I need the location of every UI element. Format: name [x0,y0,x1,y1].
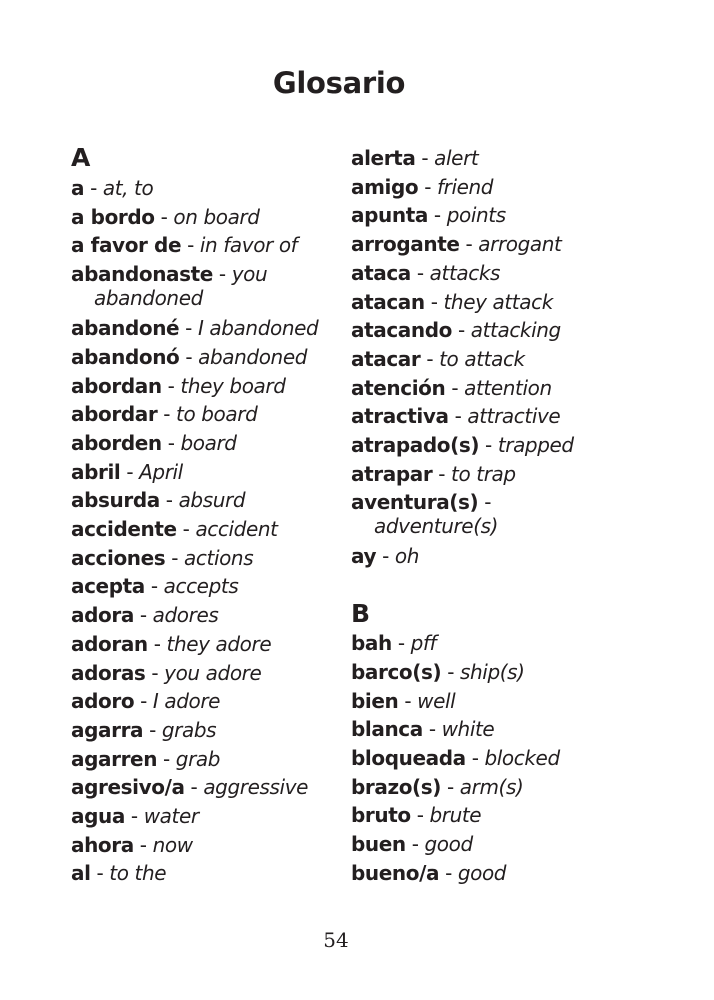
glossary-entry [71,203,339,232]
glossary-entry [351,542,651,571]
glossary-entry [351,658,651,687]
entry-separator: - [176,517,196,542]
entry-term: bah [351,631,392,656]
entry-term: buen [351,832,406,857]
entry-definition: attention [464,375,552,400]
entry-separator: - [445,375,465,400]
entry-definition: blocked [484,745,560,770]
entry-definition: friend [436,174,494,199]
entry-separator: - [161,430,181,455]
entry-definition: they board [180,373,286,398]
entry-definition: April [139,459,183,484]
section-letter-a: A [71,143,91,172]
entry-term: blanca [351,717,423,742]
glossary-column-right [351,144,651,887]
glossary-entry [71,601,339,630]
entry-separator: - [154,204,174,229]
glossary-entry [351,431,651,460]
entry-term: bien [351,688,399,713]
entry-definition: grab [175,746,221,771]
glossary-entry [351,374,651,403]
glossary-entry [351,490,651,538]
entry-definition: accepts [163,574,239,599]
entry-definition: to trap [451,461,516,486]
entry-term: agresivo/a [71,775,185,800]
entry-term: abril [71,459,121,484]
entry-separator: - [415,146,435,170]
entry-term: aborden [71,430,162,455]
entry-term: agua [71,804,125,829]
entry-definition: white [441,717,495,742]
entry-definition: arrogant [478,232,562,257]
entry-term: bueno/a [351,860,440,885]
entry-separator: - [157,402,177,427]
entry-definition: well [417,688,456,713]
glossary-entry [351,345,651,374]
entry-term: barco(s) [351,659,442,684]
entry-definition: pff [410,631,437,656]
entry-separator: - [459,232,479,257]
entry-separator: - [418,174,437,199]
entry-term: a [71,176,85,200]
entry-definition-continued: adventure(s) [374,514,499,539]
glossary-entry [351,715,651,744]
entry-term: abandonó [71,344,180,369]
glossary-entry [71,515,339,544]
entry-definition: good [424,832,473,857]
entry-separator: - [448,404,468,429]
entry-definition: abandoned [198,344,308,369]
entry-definition: now [152,832,193,857]
entry-term: atacar [351,346,421,371]
entry-separator: - [179,316,198,341]
glossary-entry [351,201,651,230]
entry-separator: - [134,689,153,714]
entry-separator: - [432,461,452,486]
entry-term: bloqueada [351,745,466,770]
entry-separator: - [465,745,485,770]
entry-term: alerta [351,146,416,170]
entry-definition: grabs [161,717,217,742]
entry-term: arrogante [351,232,460,257]
entry-term: abandonaste [71,262,213,287]
entry-term: adoro [71,689,135,714]
entry-separator: - [144,574,164,599]
entry-definition: arm(s) [459,774,524,799]
entry-separator: - [398,688,418,713]
entry-list-a-continued [351,144,651,571]
entry-separator: - [427,203,447,228]
entry-separator: - [212,262,232,287]
entry-definition: trapped [497,433,574,458]
glossary-entry [71,343,339,372]
glossary-entry [351,173,651,202]
entry-separator: - [143,717,162,742]
glossary-entry [351,830,651,859]
entry-term: abandoné [71,316,180,341]
entry-term: acepta [71,574,145,599]
entry-definition: I abandoned [197,316,319,341]
glossary-entry [351,288,651,317]
entry-list-b [351,629,651,887]
glossary-entry [351,801,651,830]
entry-separator: - [420,346,440,371]
entry-definition-continued: abandoned [94,286,203,311]
glossary-entry [71,231,339,260]
glossary-entry [71,400,339,429]
glossary-entry [351,687,651,716]
entry-definition: at, to [102,176,154,200]
entry-term: absurda [71,488,160,513]
entry-separator: - [120,459,140,484]
entry-definition: attacks [429,260,501,285]
entry-separator: - [422,717,442,742]
entry-definition: aggressive [203,775,309,800]
entry-term: ataca [351,260,411,285]
entry-definition: water [143,804,199,829]
glossary-entry [351,402,651,431]
entry-separator: - [181,233,200,258]
entry-separator: - [161,373,181,398]
entry-definition: you adore [164,660,262,685]
entry-term: al [71,861,91,886]
entry-term: atractiva [351,404,449,429]
entry-separator: - [452,318,471,343]
entry-definition: to board [176,402,258,427]
entry-term: adoras [71,660,146,685]
entry-separator: - [159,488,179,513]
entry-separator: - [376,544,395,569]
entry-definition: on board [173,204,260,229]
entry-separator: - [133,832,153,857]
glossary-entry [71,486,339,515]
entry-definition: alert [434,146,479,170]
entry-term: atrapar [351,461,433,486]
glossary-entry [351,859,651,888]
glossary-entry [71,174,339,203]
glossary-entry [71,802,339,831]
entry-definition: accident [195,517,278,542]
entry-term: ay [351,544,377,569]
entry-term: agarren [71,746,158,771]
entry-list-a [71,174,339,888]
glossary-entry [351,316,651,345]
entry-separator: - [90,861,110,886]
entry-definition: absurd [178,488,246,513]
entry-term: accidente [71,517,177,542]
entry-term: aventura(s) [351,490,479,515]
entry-separator: - [410,260,430,285]
entry-separator: - [145,660,165,685]
entry-separator: - [179,344,199,369]
entry-term: amigo [351,174,419,199]
glossary-entry [351,460,651,489]
entry-definition: board [180,430,237,455]
entry-term: ahora [71,832,134,857]
entry-definition: they adore [166,631,272,656]
glossary-entry [71,831,339,860]
glossary-entry [71,773,339,802]
entry-separator: - [147,631,167,656]
glossary-entry [71,630,339,659]
glossary-entry [351,744,651,773]
entry-term: a bordo [71,204,155,229]
entry-separator: - [410,803,430,828]
entry-definition: points [446,203,506,228]
entry-separator: - [439,860,458,885]
entry-definition: attacking [470,318,561,343]
glossary-entry [71,314,339,343]
entry-separator: - [184,775,204,800]
entry-definition: good [457,860,507,885]
entry-term: a favor de [71,233,182,258]
entry-separator: - [405,832,425,857]
entry-term: atacando [351,318,452,343]
page-title: Glosario [272,66,406,100]
glossary-entry [351,230,651,259]
glossary-column-left [71,143,339,888]
entry-term: bruto [351,803,411,828]
glossary-entry [71,745,339,774]
glossary-entry [71,262,339,310]
entry-definition: ship(s) [460,659,525,684]
entry-separator: - [441,659,460,684]
entry-separator: - [391,631,411,656]
entry-definition: you [231,262,268,287]
entry-definition: oh [394,544,419,569]
glossary-entry [71,458,339,487]
entry-separator: - [124,804,144,829]
glossary-entry [71,687,339,716]
entry-definition: adores [152,603,219,628]
glossary-entry [351,144,651,173]
glossary-entry [71,429,339,458]
section-gap [351,571,651,599]
entry-definition: to attack [439,346,525,371]
glossary-entry [71,716,339,745]
glossary-entry [71,859,339,888]
entry-term: atención [351,375,446,400]
entry-separator: - [133,603,153,628]
glossary-entry [71,572,339,601]
entry-definition: to the [109,861,167,886]
entry-term: adoran [71,631,148,656]
entry-term: brazo(s) [351,774,442,799]
glossary-entry [71,659,339,688]
entry-term: abordar [71,402,158,427]
glossary-entry [351,773,651,802]
entry-term: agarra [71,717,144,742]
entry-definition: they attack [443,289,553,314]
entry-term: adora [71,603,134,628]
entry-term: apunta [351,203,428,228]
entry-term: abordan [71,373,162,398]
entry-term: atacan [351,289,425,314]
entry-definition: brute [429,803,482,828]
entry-separator: - [165,545,185,570]
entry-term: atrapado(s) [351,433,480,458]
glossary-entry [351,629,651,658]
entry-definition: actions [184,545,254,570]
entry-separator: - [478,490,492,515]
glossary-entry [71,372,339,401]
entry-definition: in favor of [199,233,298,258]
entry-separator: - [157,746,176,771]
section-letter-b: B [351,599,371,629]
entry-term: acciones [71,545,166,570]
entry-separator: - [441,774,460,799]
entry-definition: attractive [467,404,561,429]
entry-separator: - [84,176,103,200]
entry-definition: I adore [152,689,221,714]
glossary-entry [71,544,339,573]
page-number: 54 [323,928,349,952]
entry-separator: - [479,433,498,458]
entry-separator: - [424,289,444,314]
glossary-entry [351,259,651,288]
